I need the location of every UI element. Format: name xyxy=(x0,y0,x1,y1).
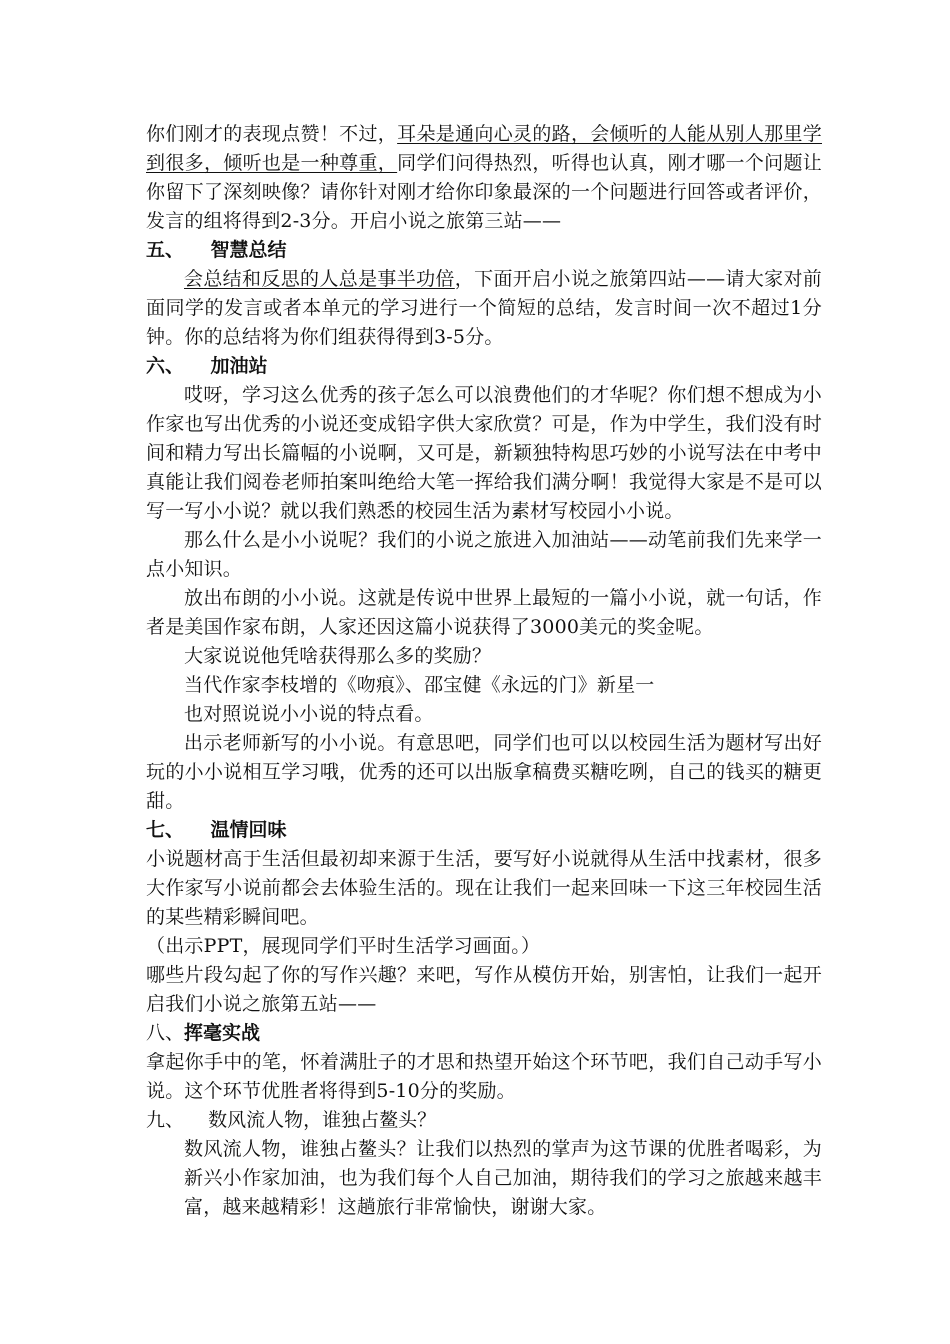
section-6-paragraph-5: 当代作家李枝增的《吻痕》、邵宝健《永远的门》新星一 xyxy=(184,674,655,696)
section-8-heading-title: 挥毫实战 xyxy=(184,1022,261,1044)
section-6-paragraph-6: 也对照说说小小说的特点看。 xyxy=(184,703,434,725)
section-8-paragraph: 拿起你手中的笔，怀着满肚子的才思和热望开始这个环节吧，我们自己动手写小说。这个环节优胜者将得到5-10分的奖励。 xyxy=(146,1051,822,1102)
section-6-paragraph-4: 大家说说他凭啥获得那么多的奖励？ xyxy=(184,645,492,667)
section-6-paragraph-2: 那么什么是小小说呢？我们的小说之旅进入加油站——动笔前我们先来学一点小知识。 xyxy=(146,529,822,580)
section-9-heading: 九、 数风流人物，谁独占鳌头？ xyxy=(146,1109,437,1131)
section-6-heading: 六、 加油站 xyxy=(146,355,268,377)
section-5-underlined-text: 会总结和反思的人总是事半功倍 xyxy=(184,268,455,290)
intro-paragraph xyxy=(146,120,822,236)
section-5-paragraph xyxy=(146,265,822,352)
section-6-paragraph-1: 哎呀，学习这么优秀的孩子怎么可以浪费他们的才华呢？你们想不想成为小作家也写出优秀的小说还变成铅字供大家欣赏？可是，作为中学生，我们没有时间和精力写出长篇幅的小说啊，又可是，新颖独特构思巧妙的小说写法在中考中真能让我们阅卷老师拍案叫绝给大笔一挥给我们满分啊！我觉得大家是不是可以写一写小小说？就以我们熟悉的校园生活为素材写校园小小说。 xyxy=(146,384,822,522)
section-9-paragraph: 数风流人物，谁独占鳌头？让我们以热烈的掌声为这节课的优胜者喝彩，为新兴小作家加油，也为我们每个人自己加油，期待我们的学习之旅越来越丰富，越来越精彩！这趟旅行非常愉快，谢谢大家。 xyxy=(184,1138,822,1218)
section-7-paragraph-1: 小说题材高于生活但最初却来源于生活，要写好小说就得从生活中找素材，很多大作家写小说前都会去体验生活的。现在让我们一起来回味一下这三年校园生活的某些精彩瞬间吧。 xyxy=(146,848,822,928)
section-6-paragraph-3: 放出布朗的小小说。这就是传说中世界上最短的一篇小小说，就一句话，作者是美国作家布朗，人家还因这篇小说获得了3000美元的奖金呢。 xyxy=(146,587,822,638)
intro-underlined-text: 耳朵是通向心灵的路，会倾听的人能从别人那里学到很多，倾听也是一种尊重， xyxy=(146,123,822,174)
section-7-paragraph-2: （出示PPT，展现同学们平时生活学习画面。） xyxy=(146,935,541,957)
section-7-heading: 七、 温情回味 xyxy=(146,819,287,841)
section-8-heading xyxy=(146,1019,822,1048)
section-6-paragraph-7: 出示老师新写的小小说。有意思吧，同学们也可以以校园生活为题材写出好玩的小小说相互学习哦，优秀的还可以出版拿稿费买糖吃咧，自己的钱买的糖更甜。 xyxy=(146,732,822,812)
section-5-heading: 五、 智慧总结 xyxy=(146,239,287,261)
intro-text-b: 同学们问得热烈，听得也认真，刚才哪一个问题让你留下了深刻映像？请你针对刚才给你印象最深的一个问题进行回答或者评价，发言的组将得到2-3分。开启小说之旅第三站—— xyxy=(146,152,822,232)
section-8-heading-prefix: 八、 xyxy=(146,1022,185,1044)
intro-text-a: 你们刚才的表现点赞！不过， xyxy=(146,123,398,145)
section-5-text: ，下面开启小说之旅第四站——请大家对前面同学的发言或者本单元的学习进行一个简短的总结，发言时间一次不超过1分钟。你的总结将为你们组获得得到3-5分。 xyxy=(146,268,822,348)
section-7-paragraph-3: 哪些片段勾起了你的写作兴趣？来吧，写作从模仿开始，别害怕，让我们一起开启我们小说之旅第五站—— xyxy=(146,964,822,1015)
